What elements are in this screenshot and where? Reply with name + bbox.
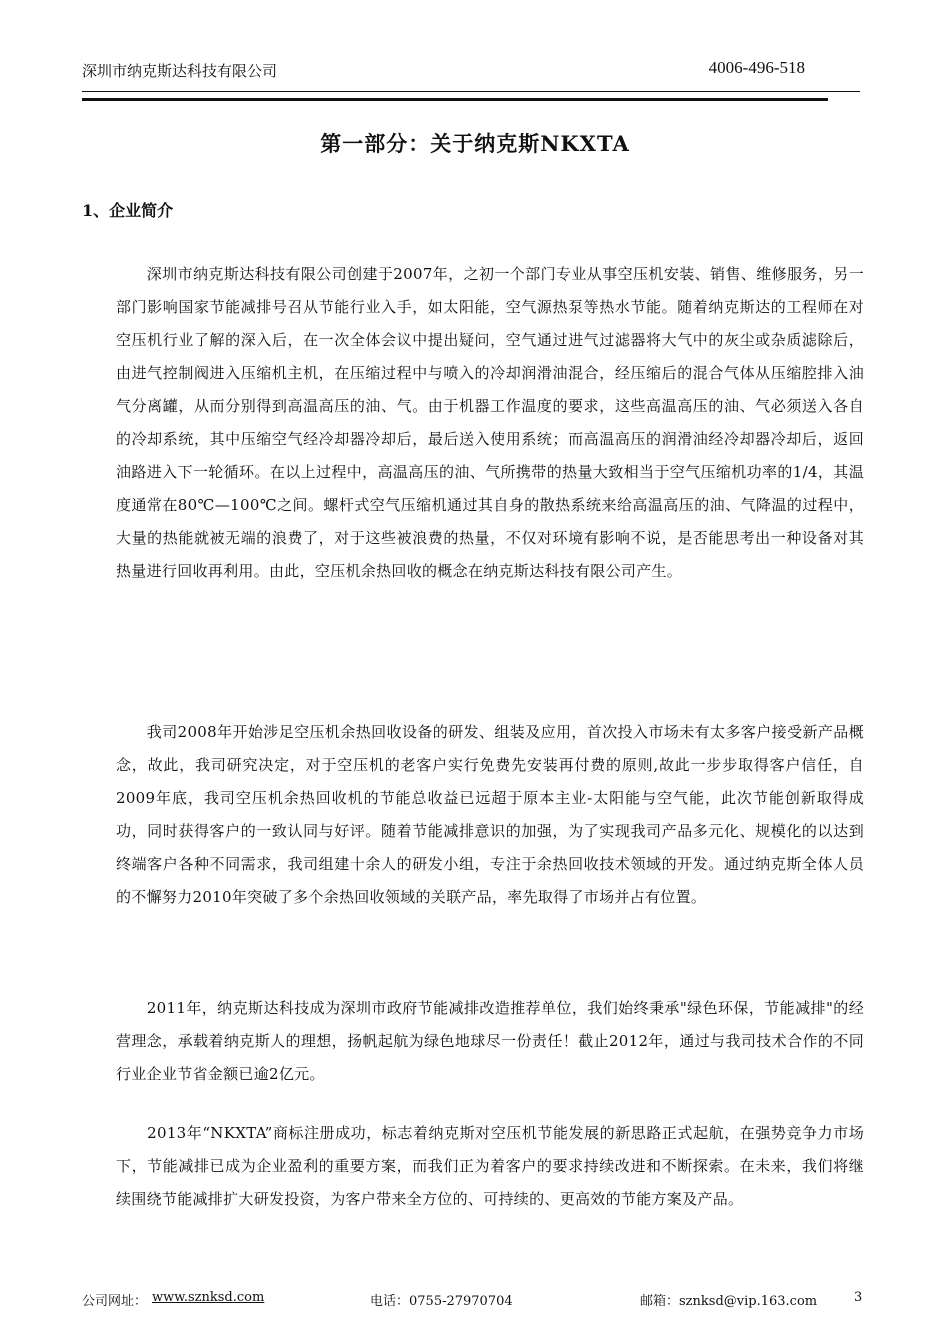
footer-website-link[interactable]: www.sznksd.com <box>152 1290 265 1305</box>
paragraph-intro: 深圳市纳克斯达科技有限公司创建于2007年，之初一个部门专业从事空压机安装、销售、维修服务，另一部门影响国家节能减排号召从节能行业入手，如太阳能，空气源热泵等热水节能。随着纳克斯达的工程师在对空压机行业了解的深入后，在一次全体会议中提出疑问，空气通过进气过滤器将大气中的灰尘或杂质滤除后，由进气控制阀进入压缩机主机，在压缩过程中与喷入的冷却润滑油混合，经压缩后的混合气体从压缩腔排入油气分离罐，从而分别得到高温高压的油、气。由于机器工作温度的要求，这些高温高压的油、气必须送入各自的冷却系统，其中压缩空气经冷却器冷却后，最后送入使用系统；而高温高压的润滑油经冷却器冷却后，返回油路进入下一轮循环。在以上过程中，高温高压的油、气所携带的热量大致相当于空气压缩机功率的1/4，其温度通常在80℃—100℃之间。螺杆式空气压缩机通过其自身的散热系统来给高温高压的油、气降温的过程中，大量的热能就被无端的浪费了，对于这些被浪费的热量，不仅对环境有影响不说，是否能思考出一种设备对其热量进行回收再利用。由此，空压机余热回收的概念在纳克斯达科技有限公司产生。 <box>116 265 864 580</box>
paragraph-history-2008: 我司2008年开始涉足空压机余热回收设备的研发、组装及应用，首次投入市场未有太多客户接受新产品概念，故此，我司研究决定，对于空压机的老客户实行免费先安装再付费的原则,故此一步步取得客户信任，自2009年底，我司空压机余热回收机的节能总收益已远超于原本主业-太阳能与空气能，此次节能创新取得成功，同时获得客户的一致认同与好评。随着节能减排意识的加强，为了实现我司产品多元化、规模化的以达到终端客户各种不同需求，我司组建十余人的研发小组，专注于余热回收技术领域的开发。通过纳克斯全体人员的不懈努力2010年突破了多个余热回收领域的关联产品，率先取得了市场并占有位置。 <box>116 723 864 906</box>
paragraph-history-2011: 2011年，纳克斯达科技成为深圳市政府节能减排改造推荐单位，我们始终秉承"绿色环保，节能减排"的经营理念，承载着纳克斯人的理想，扬帆起航为绿色地球尽一份责任！截止2012年，通过与我司技术合作的不同行业企业节省金额已逾2亿元。 <box>116 999 864 1083</box>
page-title: 第一部分：关于纳克斯NKXTA <box>320 131 630 156</box>
header-rule-thick <box>82 98 828 101</box>
header-rule-thin <box>82 91 860 92</box>
footer-email: 邮箱：sznksd@vip.163.com <box>640 1294 818 1309</box>
footer-phone: 电话：0755-27970704 <box>370 1294 513 1309</box>
section-heading: 1、企业简介 <box>82 201 174 220</box>
page-number: 3 <box>854 1290 863 1305</box>
footer-web-label: 公司网址： <box>82 1294 148 1309</box>
header-phone: 4006-496-518 <box>708 58 805 77</box>
paragraph-history-2013: 2013年“NKXTA”商标注册成功，标志着纳克斯对空压机节能发展的新思路正式起航，在强势竞争力市场下，节能减排已成为企业盈利的重要方案，而我们正为着客户的要求持续改进和不断探索。在未来，我们将继续围绕节能减排扩大研发投资，为客户带来全方位的、可持续的、更高效的节能方案及产品。 <box>116 1124 864 1208</box>
header-company-name: 深圳市纳克斯达科技有限公司 <box>82 62 278 80</box>
page-header <box>82 60 860 86</box>
